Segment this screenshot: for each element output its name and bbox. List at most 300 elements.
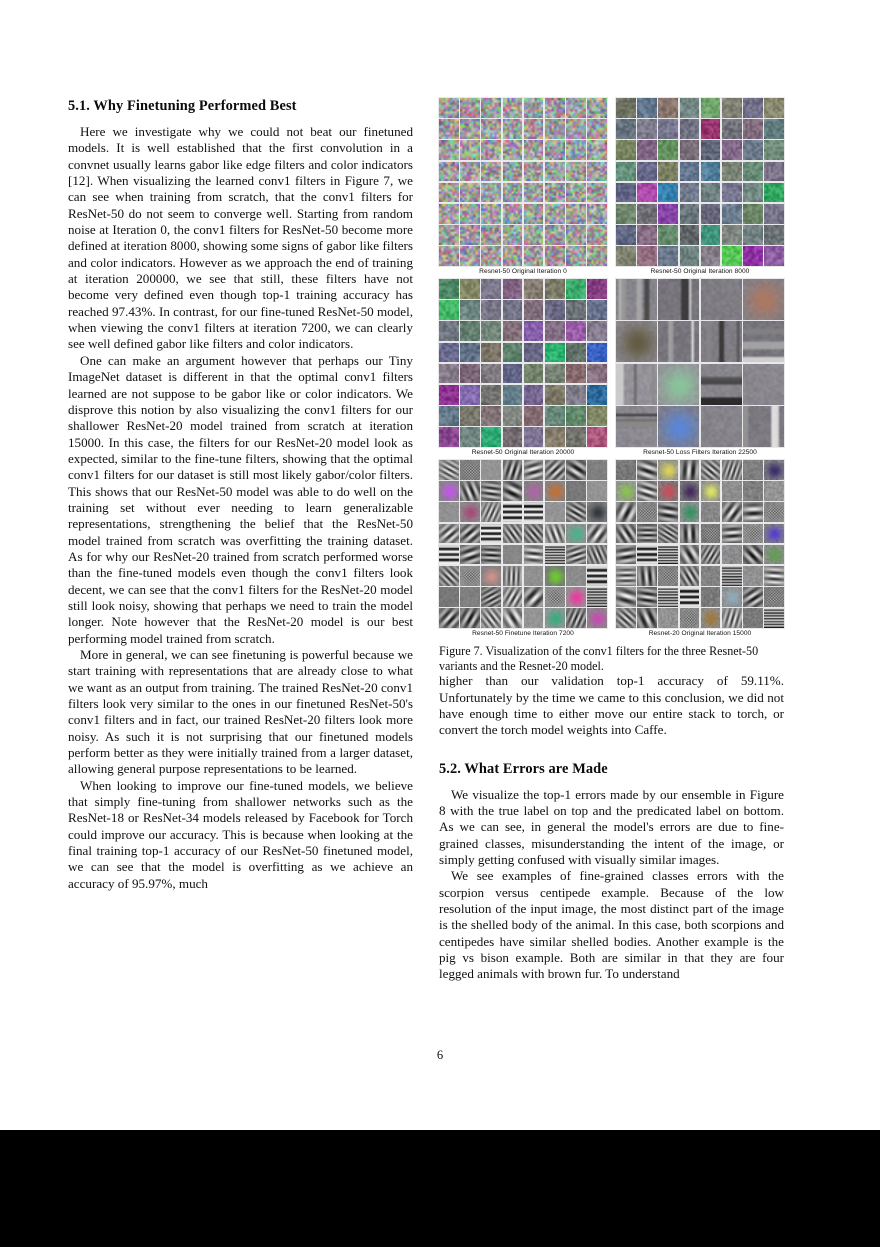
- filter-tile: [524, 279, 544, 299]
- filter-tile: [439, 364, 459, 384]
- filter-tile: [439, 183, 459, 203]
- filter-tile: [503, 204, 523, 224]
- filter-tile: [545, 98, 565, 118]
- filter-tile: [722, 608, 742, 628]
- filter-tile: [658, 225, 678, 245]
- filter-tile: [503, 427, 523, 447]
- filter-tile: [616, 566, 636, 586]
- filter-tile: [701, 162, 721, 182]
- filter-tile: [616, 364, 657, 405]
- filter-tile: [545, 279, 565, 299]
- filter-tile: [460, 119, 480, 139]
- filter-tile: [481, 204, 501, 224]
- filter-panel: [439, 279, 607, 456]
- filter-tile: [503, 587, 523, 607]
- filter-tile: [722, 524, 742, 544]
- filter-tile: [524, 321, 544, 341]
- filter-tile: [637, 587, 657, 607]
- filter-tile: [439, 140, 459, 160]
- filter-tile: [439, 566, 459, 586]
- filter-tile: [764, 587, 784, 607]
- filter-tile: [587, 162, 607, 182]
- filter-tile: [722, 140, 742, 160]
- filter-tile: [637, 140, 657, 160]
- filter-tile: [743, 587, 763, 607]
- filter-tile: [637, 98, 657, 118]
- filter-tile: [503, 481, 523, 501]
- filter-tile: [545, 427, 565, 447]
- filter-tile: [680, 587, 700, 607]
- filter-tile: [658, 364, 699, 405]
- filter-tile: [680, 502, 700, 522]
- filter-tile: [439, 502, 459, 522]
- filter-tile: [680, 225, 700, 245]
- filter-tile: [503, 343, 523, 363]
- filter-tile: [637, 502, 657, 522]
- filter-tile: [658, 246, 678, 266]
- filter-tile: [524, 460, 544, 480]
- filter-tile: [658, 587, 678, 607]
- filter-tile: [545, 566, 565, 586]
- filter-tile: [439, 460, 459, 480]
- filter-tile: [503, 225, 523, 245]
- filter-tile: [701, 279, 742, 320]
- panel-label: Resnet-50 Finetune Iteration 7200: [472, 630, 574, 637]
- filter-tile: [587, 566, 607, 586]
- filter-tile: [481, 427, 501, 447]
- filter-tile: [587, 321, 607, 341]
- panel-label: Resnet-50 Loss Filters Iteration 22500: [643, 449, 757, 456]
- filter-tile: [743, 162, 763, 182]
- filter-tile: [545, 608, 565, 628]
- left-column: [68, 98, 413, 892]
- filter-tile: [460, 566, 480, 586]
- filter-tile: [481, 162, 501, 182]
- filter-tile: [481, 524, 501, 544]
- panel-label: Resnet-50 Original Iteration 0: [479, 268, 567, 275]
- filter-tile: [545, 406, 565, 426]
- filter-tile: [503, 385, 523, 405]
- filter-tile: [722, 587, 742, 607]
- filter-tile: [587, 502, 607, 522]
- filter-tile: [616, 608, 636, 628]
- filter-tile: [460, 385, 480, 405]
- bottom-black-bar: [0, 1130, 880, 1247]
- filter-tile: [460, 481, 480, 501]
- panel-row: [439, 279, 784, 456]
- filter-tile: [616, 140, 636, 160]
- filter-tile: [587, 343, 607, 363]
- filter-tile: [460, 225, 480, 245]
- filter-tile: [566, 343, 586, 363]
- filter-tile: [545, 183, 565, 203]
- filter-tile: [743, 246, 763, 266]
- filter-tile: [764, 460, 784, 480]
- filter-tile: [439, 608, 459, 628]
- filter-tile: [701, 608, 721, 628]
- filter-tile: [439, 343, 459, 363]
- filter-tile: [524, 364, 544, 384]
- filter-tile: [481, 246, 501, 266]
- section-heading-5-2: 5.2. What Errors are Made: [439, 760, 608, 777]
- filter-tile: [566, 566, 586, 586]
- filter-tile: [743, 140, 763, 160]
- filter-tile: [481, 98, 501, 118]
- filter-tile: [701, 460, 721, 480]
- filter-tile: [587, 98, 607, 118]
- filter-tile: [701, 119, 721, 139]
- filter-tile: [658, 119, 678, 139]
- filter-tile: [566, 162, 586, 182]
- filter-tile: [616, 502, 636, 522]
- filter-tile: [658, 566, 678, 586]
- filter-tile: [680, 98, 700, 118]
- filter-tile: [722, 566, 742, 586]
- filter-tile: [722, 502, 742, 522]
- paragraph: More in general, we can see finetuning is powerful because we start training with representations that are already close to what we want as an output from training. The trained ResNet-20 conv1 filters look very similar to the ones in our finetuned ResNet-50's conv1 filters and in fact, our trained ResNet-20 filters look more noisy. As such it is not surprising that our finetuned models perform better as they were initially trained from a larger dataset, allowing general purpose representations to be learned.: [68, 647, 413, 777]
- filter-tile: [503, 162, 523, 182]
- filter-tile: [680, 246, 700, 266]
- filter-tile: [439, 406, 459, 426]
- filter-tile: [658, 279, 699, 320]
- filter-tile: [545, 385, 565, 405]
- filter-tile: [637, 608, 657, 628]
- filter-tile: [545, 119, 565, 139]
- filter-tile: [545, 460, 565, 480]
- filter-tile: [460, 183, 480, 203]
- panel-label: Resnet-50 Original Iteration 20000: [471, 449, 575, 456]
- filter-tile: [545, 162, 565, 182]
- filter-tile: [460, 162, 480, 182]
- filter-tile: [637, 204, 657, 224]
- filter-tile: [722, 460, 742, 480]
- filter-tile: [587, 140, 607, 160]
- filter-tile: [545, 524, 565, 544]
- filter-tile: [545, 343, 565, 363]
- filter-tile: [722, 481, 742, 501]
- filter-tile: [524, 385, 544, 405]
- filter-tile: [460, 98, 480, 118]
- filter-tile: [503, 246, 523, 266]
- filter-tile: [524, 246, 544, 266]
- filter-tile: [680, 460, 700, 480]
- filter-tile: [481, 279, 501, 299]
- filter-tile: [680, 566, 700, 586]
- filter-tile: [658, 460, 678, 480]
- filter-tile: [524, 406, 544, 426]
- filter-tile: [481, 545, 501, 565]
- filter-panel-grid: [439, 98, 784, 637]
- page-number: 6: [436, 1048, 444, 1062]
- filter-tile: [680, 608, 700, 628]
- filter-tile: [566, 225, 586, 245]
- filter-tile: [680, 140, 700, 160]
- filter-tile: [616, 587, 636, 607]
- filter-tile: [764, 225, 784, 245]
- filter-tile: [503, 502, 523, 522]
- filter-tile: [658, 545, 678, 565]
- filter-tile: [680, 524, 700, 544]
- filter-tile: [701, 406, 742, 447]
- filter-tile: [481, 140, 501, 160]
- filter-tile: [566, 608, 586, 628]
- filter-tile: [587, 385, 607, 405]
- filter-tile-grid: [439, 98, 607, 266]
- filter-tile: [545, 364, 565, 384]
- filter-tile-grid: [616, 98, 784, 266]
- filter-tile: [524, 343, 544, 363]
- filter-tile: [439, 300, 459, 320]
- filter-tile: [524, 162, 544, 182]
- filter-tile: [524, 524, 544, 544]
- filter-tile: [566, 279, 586, 299]
- filter-tile: [616, 460, 636, 480]
- filter-tile: [637, 246, 657, 266]
- filter-panel: [616, 279, 784, 456]
- filter-tile: [743, 119, 763, 139]
- filter-tile: [658, 98, 678, 118]
- filter-tile: [460, 460, 480, 480]
- filter-tile: [722, 162, 742, 182]
- filter-tile: [743, 566, 763, 586]
- filter-tile: [524, 140, 544, 160]
- filter-tile: [616, 204, 636, 224]
- filter-tile: [524, 204, 544, 224]
- filter-tile: [764, 481, 784, 501]
- filter-tile: [524, 225, 544, 245]
- filter-tile: [503, 140, 523, 160]
- filter-tile: [587, 587, 607, 607]
- panel-row: [439, 460, 784, 637]
- filter-tile: [637, 460, 657, 480]
- filter-tile: [566, 98, 586, 118]
- paragraph: Here we investigate why we could not beat our finetuned models. It is well established that the first convolution in a convnet usually learns gabor like edge filters and color indicators [12]. When visualizing the learned conv1 filters in Figure 7, we can see when training from scratch, that the conv1 filters for ResNet-50 do not seem to converge well. Starting from random noise at Iteration 0, the conv1 filters for ResNet-50 become more defined at iteration 8000, showing some signs of gabor like filters and color indicators. However as we approach the end of training at iteration 200000, we see that still, these filters have not become very defined even though top-1 training accuracy has reached 97.43%. In contrast, for our fine-tuned ResNet-50 model, when viewing the conv1 filters at iteration 7200, we can clearly see well defined gabor like filters and color indicators.: [68, 124, 413, 352]
- filter-tile: [545, 587, 565, 607]
- filter-tile: [566, 406, 586, 426]
- filter-tile: [701, 364, 742, 405]
- filter-tile: [481, 566, 501, 586]
- filter-tile: [439, 587, 459, 607]
- filter-tile: [587, 183, 607, 203]
- filter-tile: [503, 321, 523, 341]
- filter-tile: [460, 427, 480, 447]
- filter-tile: [460, 300, 480, 320]
- filter-tile: [524, 300, 544, 320]
- filter-tile: [460, 279, 480, 299]
- filter-tile: [503, 300, 523, 320]
- filter-tile: [743, 460, 763, 480]
- filter-tile-grid: [439, 279, 607, 447]
- filter-tile: [658, 524, 678, 544]
- filter-tile: [743, 608, 763, 628]
- filter-tile: [764, 140, 784, 160]
- filter-tile: [503, 364, 523, 384]
- filter-tile: [637, 183, 657, 203]
- filter-tile: [545, 204, 565, 224]
- filter-tile: [460, 545, 480, 565]
- filter-tile: [503, 545, 523, 565]
- filter-tile: [566, 587, 586, 607]
- filter-tile: [722, 545, 742, 565]
- filter-tile: [764, 566, 784, 586]
- filter-tile: [545, 140, 565, 160]
- filter-tile: [566, 119, 586, 139]
- filter-tile: [701, 502, 721, 522]
- filter-tile: [439, 98, 459, 118]
- filter-tile: [658, 140, 678, 160]
- filter-tile: [616, 524, 636, 544]
- paragraph: We see examples of fine-grained classes errors with the scorpion versus centipede example. Because of the low resolution of the input image, the most distinct part of the image is the shelled body of the animal. In this case, both scorpions and centipedes have similar shelled bodies. Another example is the pig vs bison example. Both are similar in that they are four legged animals with brown fur. To understand: [439, 868, 784, 982]
- filter-tile: [658, 608, 678, 628]
- filter-tile: [460, 204, 480, 224]
- filter-tile: [566, 385, 586, 405]
- filter-tile: [460, 321, 480, 341]
- filter-tile: [439, 162, 459, 182]
- filter-tile: [481, 119, 501, 139]
- filter-tile: [503, 98, 523, 118]
- filter-tile: [701, 545, 721, 565]
- filter-tile-grid: [616, 279, 784, 447]
- figure-caption: Figure 7. Visualization of the conv1 filters for the three Resnet-50 variants and the Resnet-20 model.: [439, 644, 759, 673]
- filter-tile: [680, 481, 700, 501]
- filter-tile-grid: [616, 460, 784, 628]
- paragraph: higher than our validation top-1 accuracy of 59.11%. Unfortunately by the time we came to this conclusion, we did not have enough time to either move our entire stack to torch, or convert the torch model weights into Caffe.: [439, 673, 784, 738]
- filter-tile: [439, 481, 459, 501]
- filter-tile: [460, 608, 480, 628]
- filter-tile: [503, 119, 523, 139]
- filter-tile: [481, 502, 501, 522]
- filter-tile: [616, 183, 636, 203]
- filter-tile: [616, 279, 657, 320]
- filter-tile: [658, 204, 678, 224]
- filter-tile: [701, 204, 721, 224]
- filter-tile: [743, 545, 763, 565]
- filter-tile: [587, 545, 607, 565]
- filter-tile: [481, 183, 501, 203]
- filter-tile: [587, 364, 607, 384]
- filter-tile: [743, 183, 763, 203]
- filter-tile: [503, 566, 523, 586]
- filter-tile: [481, 225, 501, 245]
- filter-tile: [701, 98, 721, 118]
- filter-tile: [587, 427, 607, 447]
- filter-tile: [743, 502, 763, 522]
- filter-tile: [481, 364, 501, 384]
- filter-tile: [439, 545, 459, 565]
- filter-tile: [743, 204, 763, 224]
- filter-tile: [439, 225, 459, 245]
- filter-tile: [503, 524, 523, 544]
- paragraph: We visualize the top-1 errors made by our ensemble in Figure 8 with the true label on top and the predicated label on bottom. As we can see, in general the model's errors are due to fine-grained classes, misunderstanding the intent of the image, or simply getting confused with visually similar images.: [439, 786, 784, 867]
- filter-tile: [743, 406, 784, 447]
- filter-tile: [658, 502, 678, 522]
- filter-tile: [764, 98, 784, 118]
- filter-tile: [566, 502, 586, 522]
- filter-tile: [616, 406, 657, 447]
- filter-tile: [460, 246, 480, 266]
- filter-tile: [587, 279, 607, 299]
- panel-label: Resnet-20 Original Iteration 15000: [648, 630, 752, 637]
- filter-tile: [524, 608, 544, 628]
- filter-tile: [503, 406, 523, 426]
- filter-tile: [460, 524, 480, 544]
- filter-tile: [616, 545, 636, 565]
- right-column: [439, 98, 784, 983]
- filter-tile: [743, 321, 784, 362]
- filter-tile: [524, 183, 544, 203]
- filter-tile: [545, 225, 565, 245]
- filter-tile: [701, 183, 721, 203]
- filter-tile: [701, 481, 721, 501]
- filter-tile: [764, 183, 784, 203]
- filter-tile: [545, 300, 565, 320]
- filter-tile: [764, 524, 784, 544]
- filter-tile: [616, 246, 636, 266]
- filter-tile: [637, 225, 657, 245]
- filter-tile: [566, 246, 586, 266]
- filter-tile: [743, 524, 763, 544]
- filter-tile: [637, 162, 657, 182]
- filter-tile: [680, 119, 700, 139]
- filter-tile: [764, 204, 784, 224]
- filter-tile: [587, 481, 607, 501]
- filter-tile: [637, 545, 657, 565]
- filter-tile: [658, 162, 678, 182]
- filter-tile: [722, 246, 742, 266]
- filter-tile: [764, 608, 784, 628]
- filter-tile: [743, 364, 784, 405]
- filter-tile: [481, 460, 501, 480]
- filter-tile: [439, 427, 459, 447]
- filter-tile: [587, 524, 607, 544]
- filter-tile: [701, 246, 721, 266]
- filter-tile: [545, 545, 565, 565]
- filter-tile: [764, 119, 784, 139]
- filter-tile: [680, 545, 700, 565]
- filter-tile: [587, 225, 607, 245]
- filter-tile: [439, 204, 459, 224]
- filter-tile: [616, 119, 636, 139]
- filter-tile: [680, 162, 700, 182]
- filter-tile: [743, 98, 763, 118]
- filter-tile: [481, 321, 501, 341]
- filter-tile: [481, 481, 501, 501]
- filter-tile-grid: [439, 460, 607, 628]
- filter-tile: [460, 587, 480, 607]
- filter-tile: [743, 279, 784, 320]
- filter-tile: [587, 460, 607, 480]
- filter-tile: [658, 481, 678, 501]
- panel-label: Resnet-50 Original Iteration 8000: [650, 268, 750, 275]
- filter-tile: [566, 204, 586, 224]
- filter-tile: [701, 566, 721, 586]
- filter-tile: [637, 481, 657, 501]
- filter-tile: [503, 608, 523, 628]
- filter-tile: [587, 406, 607, 426]
- filter-panel: [616, 460, 784, 637]
- filter-tile: [566, 140, 586, 160]
- filter-tile: [545, 481, 565, 501]
- filter-tile: [439, 279, 459, 299]
- filter-tile: [439, 246, 459, 266]
- filter-tile: [566, 481, 586, 501]
- filter-tile: [439, 385, 459, 405]
- filter-tile: [503, 183, 523, 203]
- filter-tile: [439, 524, 459, 544]
- section-heading-5-1: 5.1. Why Finetuning Performed Best: [68, 98, 297, 114]
- filter-tile: [524, 502, 544, 522]
- filter-tile: [481, 587, 501, 607]
